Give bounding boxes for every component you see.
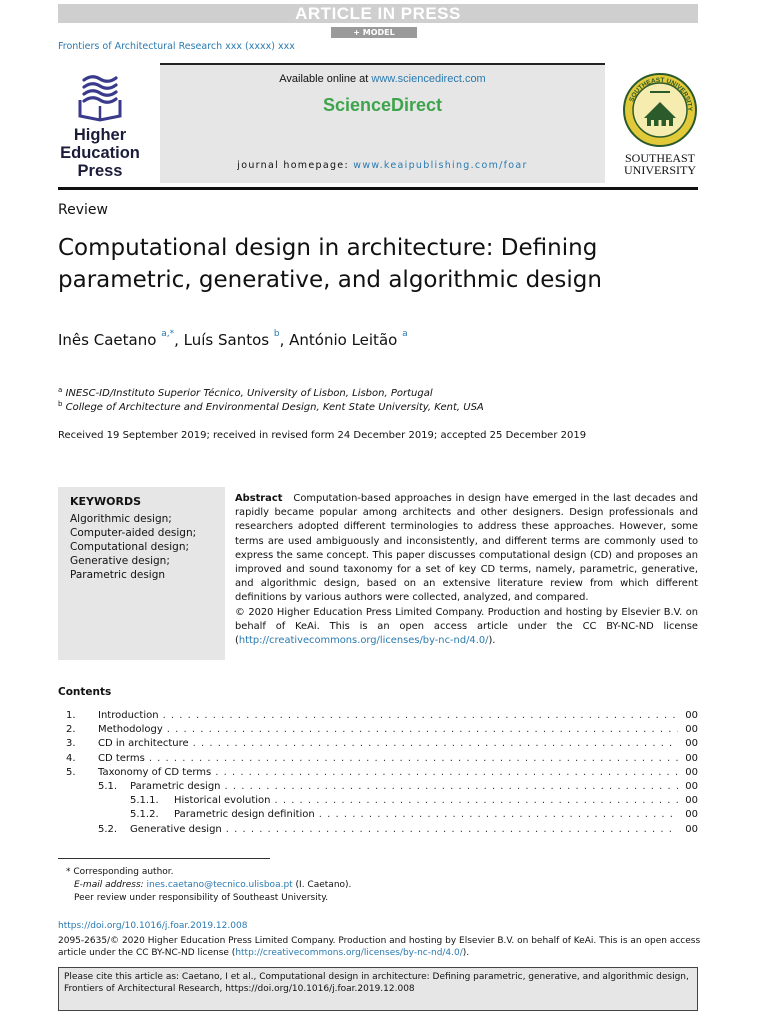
southeast-university-logo	[618, 72, 702, 184]
toc-page-number: 00	[685, 781, 698, 792]
toc-title: CD in architecture	[98, 738, 189, 750]
journal-reference-link[interactable]: Frontiers of Architectural Research xxx (xxxx) xxx	[58, 41, 295, 52]
toc-leader-dots	[319, 808, 678, 822]
abstract-text: Computation-based approaches in design have emerged in the last decades and rapidly became popular among architects and other designers. Design professionals and researchers adopted different terminologies to address these approaches. However, some terms are used ambiguously and inconsistently, and different terms are commonly used to express the same concept. This paper discusses computational design (CD) and proposes an improved and sound taxonomy for a set of key CD terms, namely, parametric, generative, and algorithmic design, based on an extensive literature review from which different definitions by various authors were collected, analyzed, and compared.	[235, 493, 698, 604]
toc-title: Historical evolution	[174, 795, 271, 807]
journal-homepage-link[interactable]: www.keaipublishing.com/foar	[353, 160, 528, 171]
citation-box: Please cite this article as: Caetano, I et al., Computational design in architecture: Defining parametric, generative, and algorithmic design, Frontiers of Architectural Research, https://doi.org/10.1016/j.foar.2019.12.008	[58, 967, 698, 1011]
toc-number: 5.	[66, 766, 76, 778]
toc-title: Generative design	[130, 823, 222, 835]
toc-page-number: 00	[685, 809, 698, 821]
toc-page-number: 00	[685, 738, 698, 750]
sciencedirect-wordmark: ScienceDirect	[322, 95, 443, 115]
toc-leader-dots	[163, 709, 678, 723]
toc-row[interactable]	[58, 823, 698, 837]
toc-title: Taxonomy of CD terms	[98, 766, 212, 778]
contents-heading: Contents	[58, 686, 112, 698]
toc-row[interactable]	[58, 794, 698, 808]
footnote-rule	[58, 858, 270, 859]
article-title: Computational design in architecture: Defining parametric, generative, and algorithmic design	[58, 235, 602, 293]
toc-row[interactable]	[58, 737, 698, 751]
toc-number: 5.1.	[98, 781, 118, 792]
university-name-line2: UNIVERSITY	[624, 163, 696, 177]
keywords-list	[70, 512, 220, 582]
article-in-press-banner: ARTICLE IN PRESS	[58, 4, 698, 23]
article-type: Review	[58, 202, 108, 218]
toc-number: 3.	[66, 738, 76, 750]
license-link[interactable]: http://creativecommons.org/licenses/by-nc-nd/4.0/	[238, 635, 489, 647]
publisher-name-line2: Education	[60, 144, 140, 162]
toc-number: 4.	[66, 752, 76, 764]
abstract-label: Abstract	[235, 493, 283, 504]
affiliation-a: $^a$ INESC-ID/Instituto Superior Técnico, University of Lisbon, Lisbon, Portugal	[58, 386, 433, 399]
received-dates: Received 19 September 2019; received in revised form 24 December 2019; accepted 25 December 2019	[58, 430, 587, 441]
toc-number: 2.	[66, 724, 76, 736]
toc-page-number: 00	[685, 795, 698, 807]
header-rule	[58, 187, 698, 190]
issn-copyright: 2095-2635/© 2020 Higher Education Press Limited Company. Production and hosting by Elsevier B.V. on behalf of KeAi. This is an open access article under the CC BY-NC-ND license (http://creativecommons.org/licenses/by-nc-nd/4.0/).	[58, 936, 701, 958]
toc-title: Parametric design definition	[174, 809, 315, 821]
toc-number: 5.2.	[98, 823, 118, 835]
toc-leader-dots	[226, 823, 678, 837]
toc-number: 5.1.1.	[130, 795, 159, 807]
book-stack-icon	[72, 70, 128, 122]
toc-leader-dots	[193, 737, 678, 751]
toc-number: 1.	[66, 710, 76, 721]
journal-header-box	[160, 63, 605, 183]
toc-page-number: 00	[685, 724, 698, 736]
toc-leader-dots	[225, 780, 678, 794]
toc-leader-dots	[274, 794, 678, 808]
keywords-box	[58, 487, 225, 660]
toc-row[interactable]	[58, 709, 698, 723]
toc-leader-dots	[215, 766, 678, 780]
toc-title: Introduction	[98, 710, 159, 721]
toc-title: Methodology	[98, 724, 163, 736]
publisher-name-line1: Higher	[73, 126, 127, 144]
author-affiliation-mark[interactable]: a,*	[161, 329, 175, 339]
toc-row[interactable]	[58, 780, 698, 794]
author-name: Inês Caetano	[58, 331, 157, 349]
corresponding-author-note: * Corresponding author.	[66, 867, 174, 877]
affiliation-b: $^b$ College of Architecture and Environmental Design, Kent State University, Kent, USA	[58, 400, 484, 413]
abstract	[235, 492, 698, 648]
model-badge: + MODEL	[331, 27, 417, 38]
toc-page-number: 00	[685, 710, 698, 721]
toc-title: CD terms	[98, 752, 145, 764]
available-online: Available online at www.sciencedirect.com	[279, 73, 486, 85]
abstract-copyright: © 2020 Higher Education Press Limited Company. Production and hosting by Elsevier B.V. on behalf of KeAi. This is an open access article under the CC BY-NC-ND license (http://creativecommons.org/licenses/by-nc-nd/4.0/).	[235, 606, 698, 647]
email-note: E-mail address: ines.caetano@tecnico.ulisboa.pt (I. Caetano).	[74, 880, 352, 890]
author-name: António Leitão	[289, 331, 398, 349]
toc-row[interactable]	[58, 723, 698, 737]
toc-row[interactable]	[58, 766, 698, 780]
journal-homepage: journal homepage: www.keaipublishing.com/foar	[237, 160, 528, 171]
toc-page-number: 00	[685, 752, 698, 764]
toc-leader-dots	[149, 752, 678, 766]
issn-license-link[interactable]: http://creativecommons.org/licenses/by-nc-nd/4.0/	[235, 948, 463, 958]
toc-number: 5.1.2.	[130, 809, 159, 821]
toc-page-number: 00	[685, 823, 698, 835]
seal-text: SOUTHEAST UNIVERSITY	[628, 76, 694, 112]
publisher-name-line3: Press	[77, 162, 123, 180]
keyword-item: Computer-aided design;	[70, 527, 197, 539]
keyword-item: Algorithmic design;	[70, 513, 172, 525]
doi-link[interactable]: https://doi.org/10.1016/j.foar.2019.12.008	[58, 921, 248, 931]
keywords-heading: KEYWORDS	[70, 495, 142, 508]
toc-row[interactable]	[58, 808, 698, 822]
author-affiliation-mark[interactable]: b	[273, 329, 280, 339]
author-affiliation-mark[interactable]: a	[402, 329, 408, 339]
keyword-item: Computational design;	[70, 541, 190, 553]
higher-education-press-logo	[58, 70, 142, 182]
keyword-item: Parametric design	[70, 569, 166, 581]
toc-leader-dots	[167, 723, 678, 737]
university-seal-icon	[622, 72, 698, 148]
keyword-item: Generative design;	[70, 555, 170, 567]
toc-row[interactable]	[58, 752, 698, 766]
email-link[interactable]: ines.caetano@tecnico.ulisboa.pt	[146, 880, 293, 890]
author-list: Inês Caetano $^{a,*}$, Luís Santos $^b$, António Leitão $^a$	[58, 329, 408, 349]
toc-page-number: 00	[685, 766, 698, 778]
peer-review-note: Peer review under responsibility of Southeast University.	[74, 893, 329, 903]
toc-title: Parametric design	[130, 781, 221, 792]
author-name: Luís Santos	[183, 331, 270, 349]
university-name-line1: SOUTHEAST	[624, 151, 695, 165]
sciencedirect-link[interactable]: www.sciencedirect.com	[371, 73, 486, 85]
